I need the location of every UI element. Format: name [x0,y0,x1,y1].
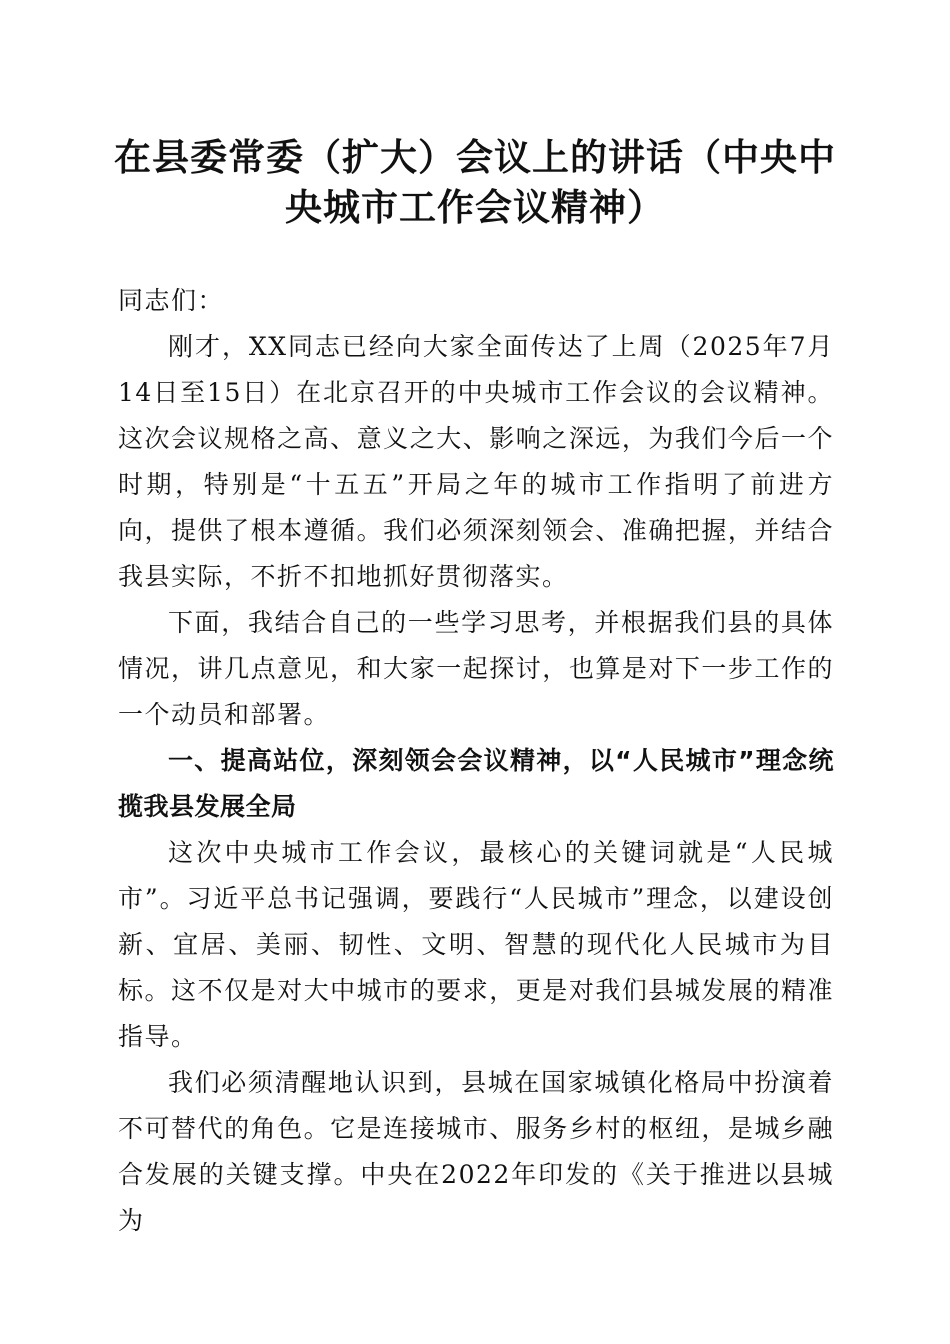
paragraph-people-city: 这次中央城市工作会议，最核心的关键词就是“人民城市”。习近平总书记强调，要践行“人民城市”理念，以建设创新、宜居、美丽、韧性、文明、智慧的现代化人民城市为目标。这不仅是对大中城市的要求，更是对我们县城发展的精准指导。 [118,838,834,1051]
document-body [118,278,834,1244]
paragraph-county-role: 我们必须清醒地认识到，县城在国家城镇化格局中扮演着不可替代的角色。它是连接城市、服务乡村的枢纽，是城乡融合发展的关键支撑。中央在2022年印发的《关于推进以县城为 [118,1068,834,1235]
paragraph-opening: 刚才，XX同志已经向大家全面传达了上周（2025年7月14日至15日）在北京召开的中央城市工作会议的会议精神。这次会议规格之高、意义之大、影响之深远，为我们今后一个时期，特别是“十五五”开局之年的城市工作指明了前进方向，提供了根本遵循。我们必须深刻领会、准确把握，并结合我县实际，不折不扣地抓好贯彻落实。 [118,332,834,591]
paragraph-intro: 下面，我结合自己的一些学习思考，并根据我们县的具体情况，讲几点意见，和大家一起探讨，也算是对下一步工作的一个动员和部署。 [118,608,834,729]
document-title: 在县委常委（扩大）会议上的讲话（中央中央城市工作会议精神） [114,135,836,229]
section-heading-1: 一、提高站位，深刻领会会议精神，以“人民城市”理念统揽我县发展全局 [118,746,834,821]
salutation: 同志们： [118,286,225,315]
